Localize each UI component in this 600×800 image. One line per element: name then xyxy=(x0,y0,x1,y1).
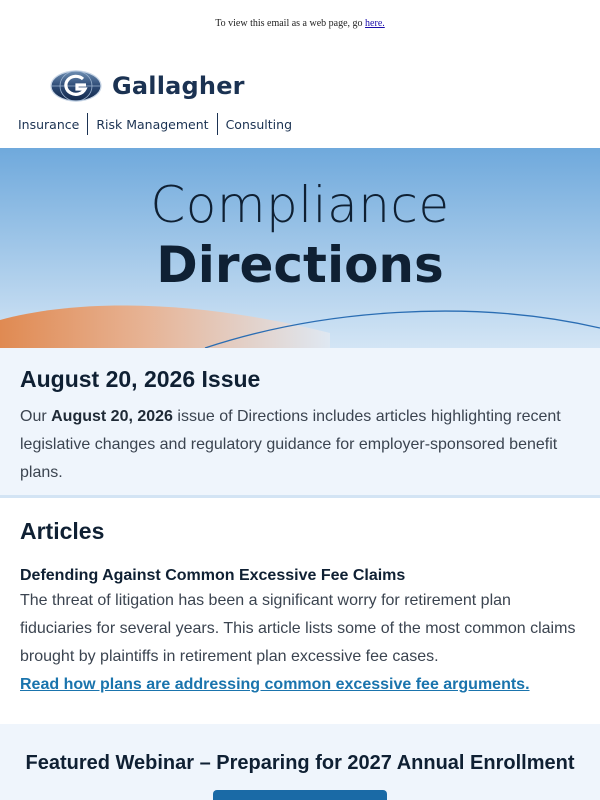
featured-webinar-section xyxy=(0,724,600,800)
hero-banner xyxy=(0,148,600,348)
brand-tagline xyxy=(18,113,292,135)
hero-title-line1: Compliance xyxy=(150,176,450,234)
gallagher-g-globe-icon xyxy=(50,70,102,102)
brand-name: Gallagher xyxy=(112,72,245,100)
tagline-divider xyxy=(217,113,218,135)
issue-section xyxy=(0,348,600,496)
issue-heading: August 20, 2026 Issue xyxy=(20,366,261,392)
articles-heading: Articles xyxy=(20,518,105,544)
tagline-risk-management: Risk Management xyxy=(96,116,209,132)
preheader xyxy=(0,18,600,29)
tagline-divider xyxy=(87,113,88,135)
issue-body-prefix: Our xyxy=(20,408,52,425)
issue-body-date: August 20, 2026 xyxy=(51,408,173,425)
webinar-heading: Featured Webinar – Preparing for 2027 Annual Enrollment xyxy=(25,752,575,774)
article-read-more-link[interactable]: Read how plans are addressing common excessive fee arguments. xyxy=(20,676,530,693)
preheader-text: To view this email as a web page, go xyxy=(215,18,366,29)
web-view-link[interactable]: here. xyxy=(365,18,385,29)
brand-logo[interactable] xyxy=(50,68,245,104)
webinar-register-button[interactable] xyxy=(213,790,387,800)
article-title: Defending Against Common Excessive Fee Claims xyxy=(20,567,406,584)
articles-section xyxy=(0,498,600,724)
hero-title-line2: Directions xyxy=(156,236,444,294)
article-item xyxy=(20,567,580,699)
tagline-consulting: Consulting xyxy=(225,116,292,132)
tagline-insurance: Insurance xyxy=(18,116,80,132)
article-summary: The threat of litigation has been a significant worry for retirement plan fiduciaries for several years. This article lists some of the most common claims brought by plaintiffs in retirement plan excessive fee cases. xyxy=(20,592,576,665)
issue-body xyxy=(20,403,580,487)
issue-body-suffix: issue of Directions includes articles highlighting recent legislative changes and regulatory guidance for employer-sponsored benefit plans. xyxy=(20,408,561,481)
